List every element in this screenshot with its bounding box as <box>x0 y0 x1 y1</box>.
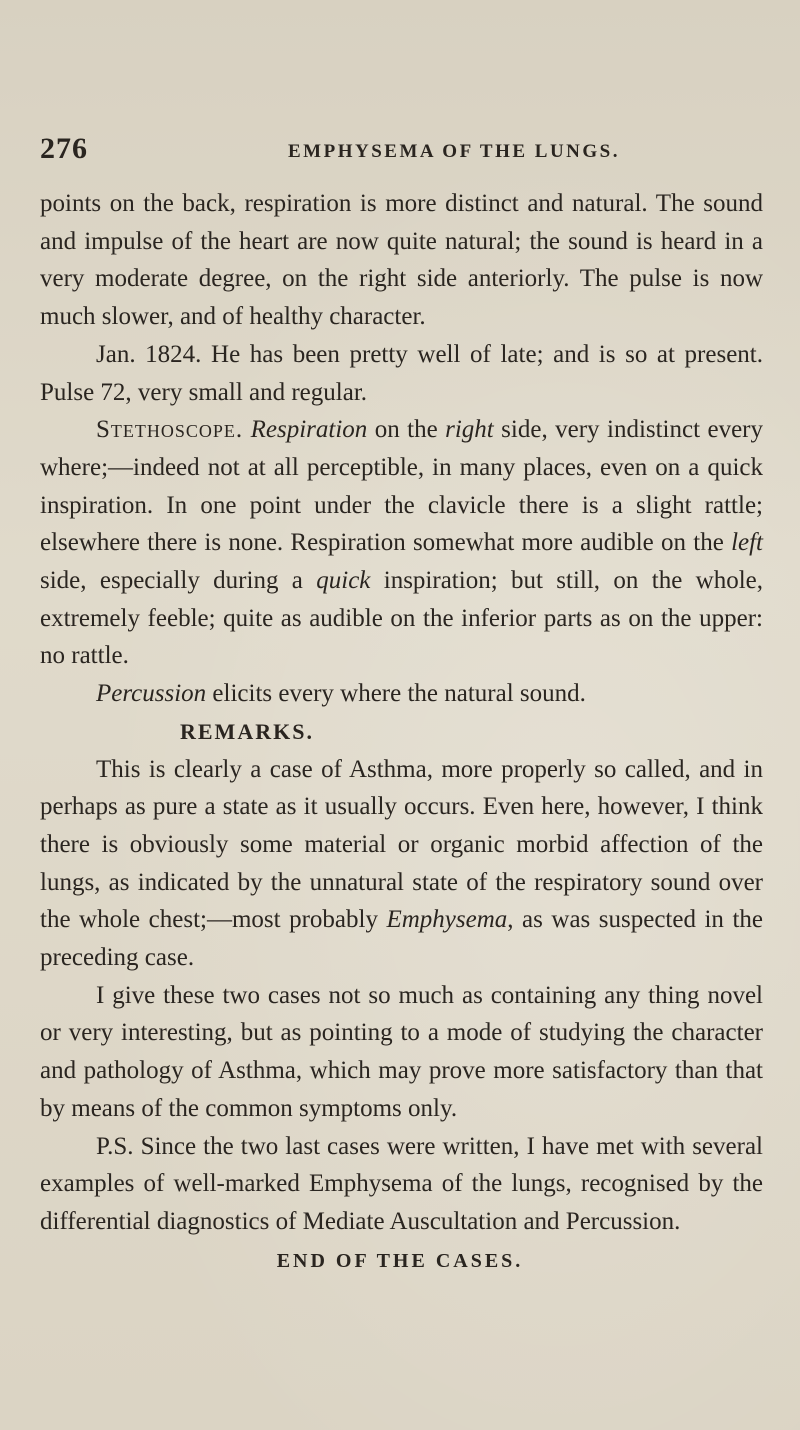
paragraph-5-text-1: This is clearly a case of Asthma, more properly so called, and in perhaps as pure a state as it usually occurs. Even here, however, I think there is obviously some material or organic morbid affection of the lungs, as indicated by the unnatural state of the respiratory sound over the whole chest;—most probably <box>40 755 763 934</box>
paragraph-4-text: elicits every where the natural sound. <box>206 680 586 708</box>
page-header <box>40 132 760 172</box>
emphasis-right: right <box>445 416 494 444</box>
running-head: EMPHYSEMA OF THE LUNGS. <box>288 141 620 162</box>
paragraph-5-text-2: , as was suspected in the preceding case. <box>40 906 763 972</box>
paragraph-3-text-3: side, especially during a <box>40 567 317 595</box>
emphasis-emphysema: Emphysema <box>386 906 508 934</box>
paragraph-3 <box>40 411 763 675</box>
paragraph-4 <box>40 675 763 713</box>
remarks-heading: REMARKS. <box>180 718 314 744</box>
emphasis-left: left <box>731 529 763 557</box>
paragraph-3-text-1: on the <box>367 416 446 444</box>
body-text <box>40 185 763 1241</box>
emphasis-percussion: Percussion <box>96 680 207 708</box>
emphasis-quick: quick <box>316 567 371 595</box>
paragraph-7: P.S. Since the two last cases were written, I have met with several examples of well-marked Emphysema of the lungs, recognised by the differential diagnostics of Mediate Auscultation and Percussion. <box>40 1132 763 1235</box>
paragraph-3-text-2: side, very indistinct every where;—indeed not at all perceptible, in many places, even on a quick inspiration. In one point under the clavicle there is a slight rattle; elsewhere there is none. Respiration somewhat more audible on the <box>40 416 763 557</box>
paragraph-5 <box>40 751 763 977</box>
page-number: 276 <box>40 132 88 165</box>
emphasis-respiration: Respiration <box>250 416 368 444</box>
paragraph-3-text-4: inspiration; but still, on the whole, extremely feeble; quite as audible on the inferior parts as on the upper: no rattle. <box>40 567 764 670</box>
stethoscope-heading: Stethoscope. <box>96 416 244 444</box>
end-of-cases: END OF THE CASES. <box>276 1250 524 1272</box>
paragraph-1: points on the back, respiration is more distinct and natural. The sound and impulse of the heart are now quite natural; the sound is heard in a very moderate degree, on the right side anteriorly. The pulse is now much slower, and of healthy character. <box>40 190 763 331</box>
paragraph-6: I give these two cases not so much as containing any thing novel or very interesting, but as pointing to a mode of studying the character and pathology of Asthma, which may prove more satisfactory than that by means of the common symptoms only. <box>40 981 763 1122</box>
paragraph-2: Jan. 1824. He has been pretty well of late; and is so at present. Pulse 72, very small and regular. <box>40 340 763 406</box>
